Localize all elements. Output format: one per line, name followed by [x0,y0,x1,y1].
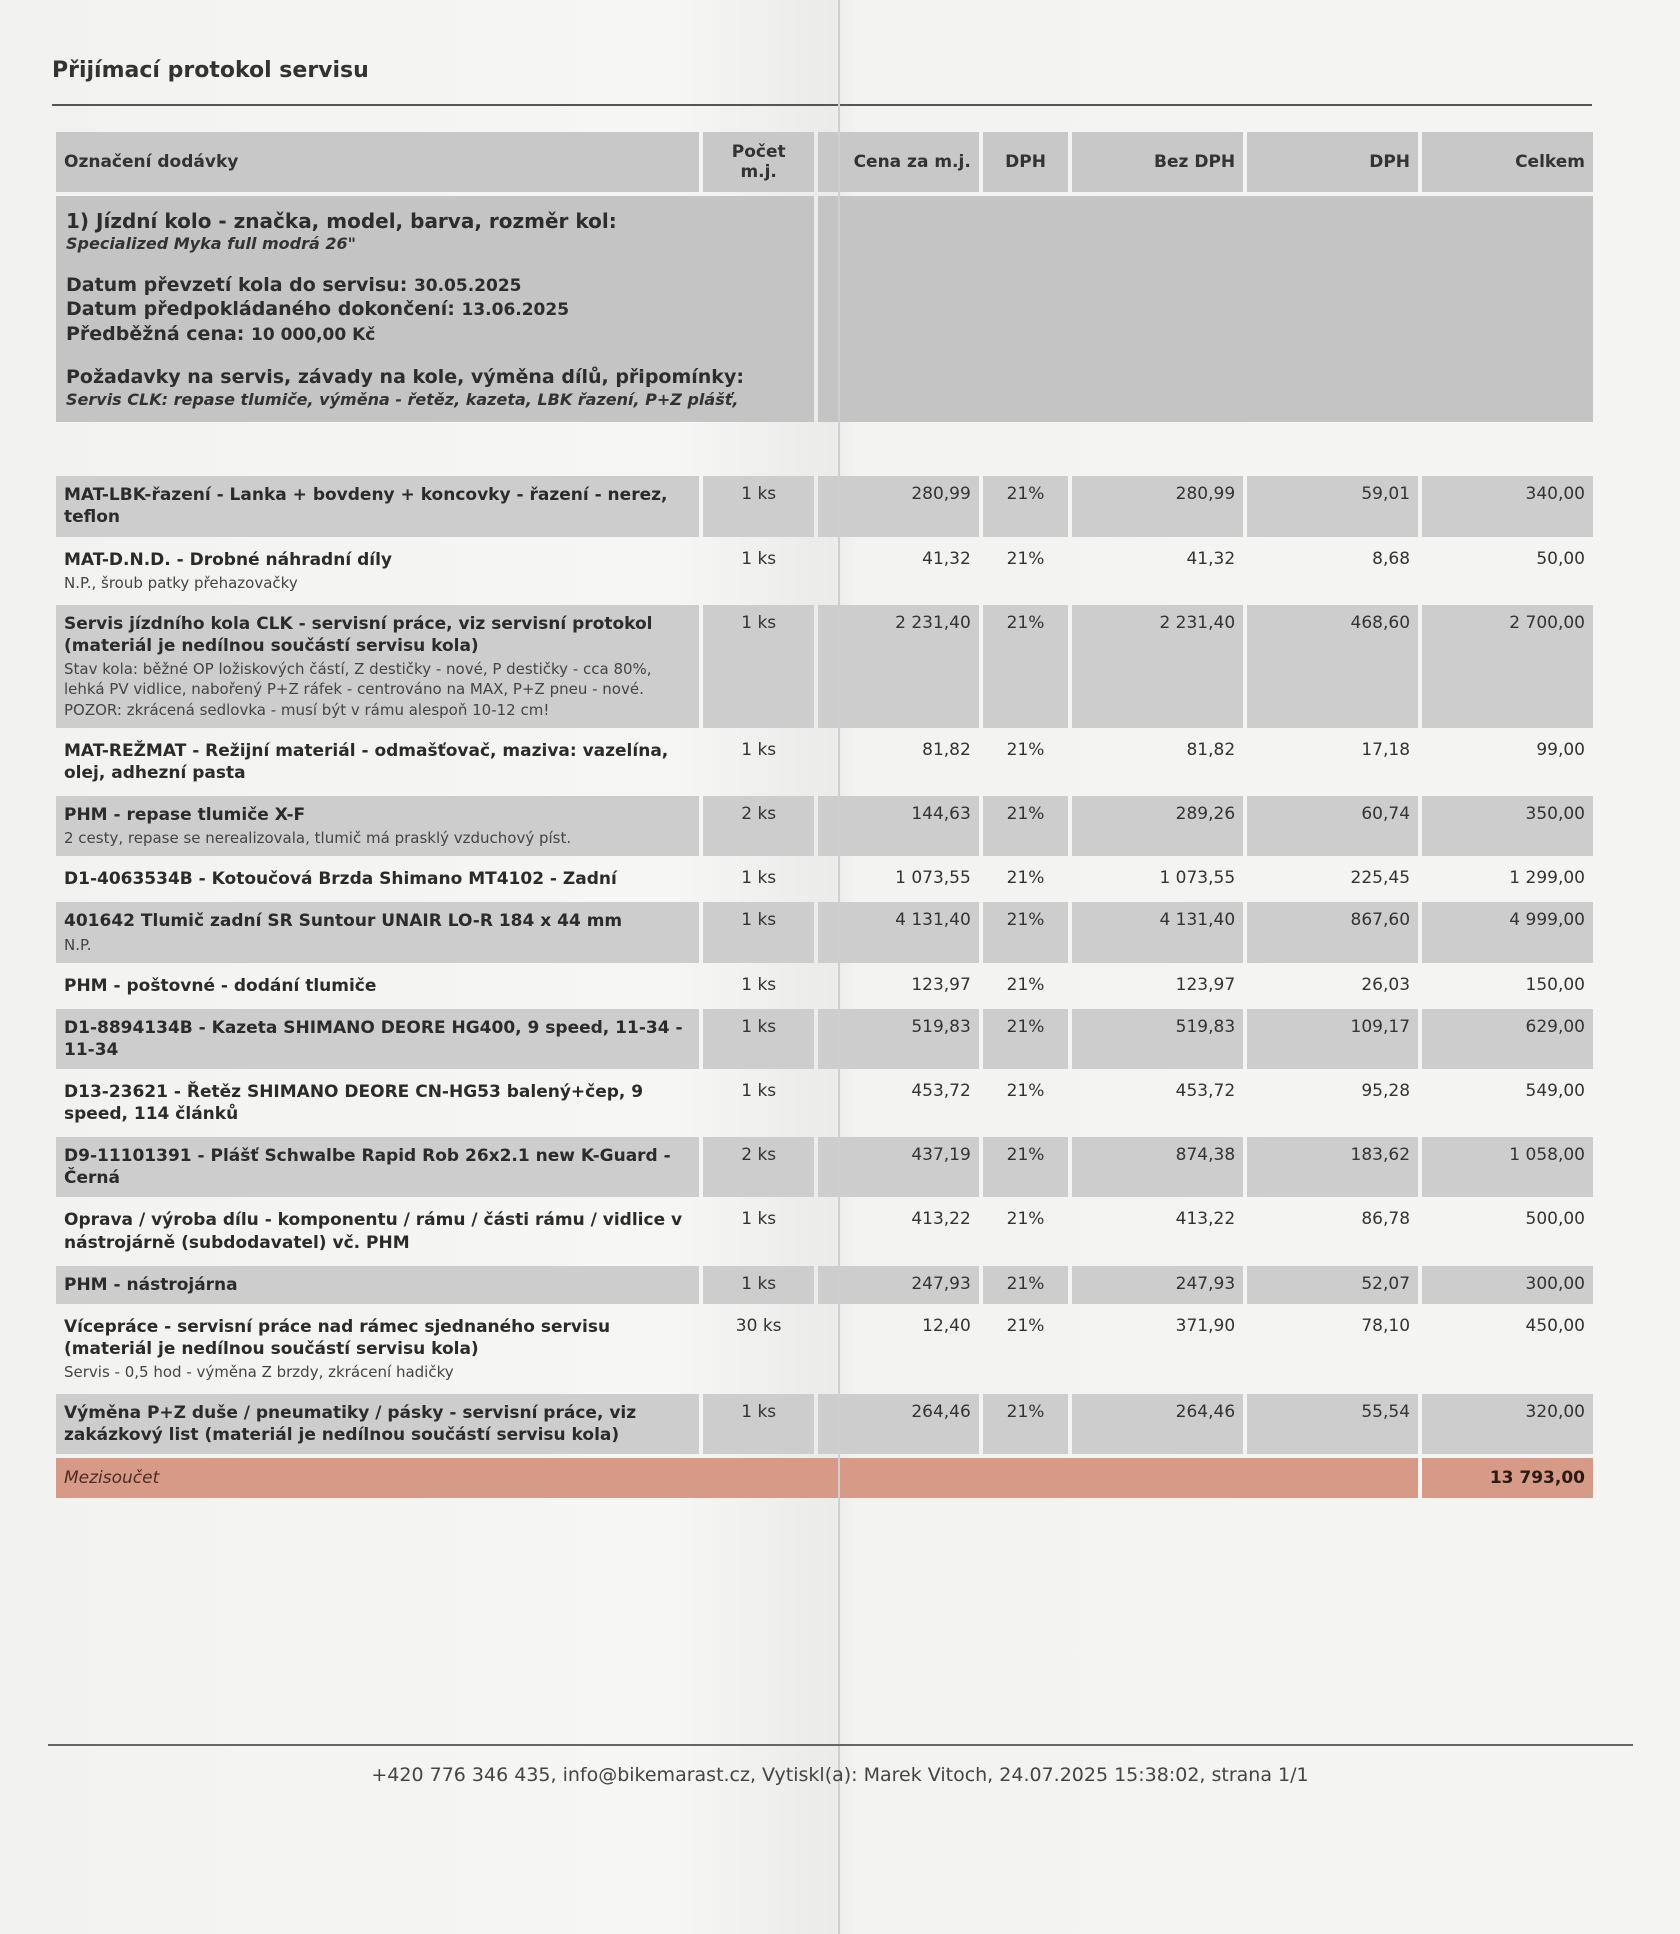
table-row [56,1073,1593,1133]
item-vat: 95,28 [1361,1081,1411,1102]
item-name: MAT-REŽMAT - Režijní materiál - odmašťovač, maziva: vazelína, olej, adhezní pasta [64,740,669,783]
item-net: 247,93 [1072,1266,1243,1304]
item-vat: 52,07 [1247,1266,1418,1304]
expected-value: 13.06.2025 [461,300,570,321]
bike-info-empty [818,196,1593,422]
item-vat-rate: 21% [983,1137,1068,1197]
price-label: Předběžná cena: [66,323,245,346]
item-unit-price: 519,83 [818,1009,979,1069]
item-qty: 1 ks [703,605,814,728]
item-net: 81,82 [1186,739,1236,760]
item-name: Výměna P+Z duše / pneumatiky / pásky - servisní práce, viz zakázkový list (materiál je nedílnou součástí servisu kola) [64,1403,637,1446]
item-note: Servis - 0,5 hod - výměna Z brzdy, zkrácení hadičky [64,1362,454,1381]
item-qty: 1 ks [703,1394,814,1454]
item-total: 300,00 [1422,1266,1593,1304]
item-name: MAT-D.N.D. - Drobné náhradní díly [64,549,392,570]
item-total: 4 999,00 [1422,902,1593,962]
item-qty: 30 ks [735,1315,782,1336]
item-description [56,1009,699,1069]
bike-info-cell [56,196,814,422]
item-unit-price: 12,40 [922,1315,971,1336]
item-vat: 78,10 [1361,1315,1411,1336]
item-vat-rate: 21% [1006,1209,1045,1230]
requests-label: Požadavky na servis, závady na kole, výměna dílů, připomínky: [66,365,744,388]
item-vat: 8,68 [1372,548,1411,569]
item-vat: 183,62 [1247,1137,1418,1197]
items-table [52,128,1597,1502]
subtotal-value: 13 793,00 [1422,1458,1593,1498]
item-net: 264,46 [1072,1394,1243,1454]
item-unit-price: 413,22 [911,1209,971,1230]
item-total: 2 700,00 [1422,605,1593,728]
bike-value: Specialized Myka full modrá 26" [66,234,356,253]
table-row [56,541,1593,601]
item-note: N.P. [64,935,92,954]
item-vat: 867,60 [1247,902,1418,962]
item-qty: 1 ks [703,902,814,962]
item-name: 401642 Tlumič zadní SR Suntour UNAIR LO-R 184 x 44 mm [64,911,623,932]
table-row [56,796,1593,856]
item-unit-price: 144,63 [818,796,979,856]
item-total: 150,00 [1525,974,1585,995]
subtotal-label: Mezisoučet [56,1458,1418,1498]
footer-divider [48,1744,1633,1746]
item-total: 320,00 [1422,1394,1593,1454]
item-net: 4 131,40 [1072,902,1243,962]
table-row [56,1137,1593,1197]
price-value: 10 000,00 Kč [251,325,376,346]
header-total: Celkem [1422,132,1593,192]
item-total: 1 299,00 [1509,868,1585,889]
item-net: 2 231,40 [1072,605,1243,728]
item-unit-price: 81,82 [922,739,971,760]
item-vat: 26,03 [1361,974,1411,995]
item-vat-rate: 21% [1006,974,1045,995]
received-value: 30.05.2025 [413,275,522,296]
item-vat-rate: 21% [983,796,1068,856]
header-vat: DPH [1247,132,1418,192]
table-row [56,967,1593,1005]
item-qty: 1 ks [703,1009,814,1069]
bike-info-row [56,196,1593,422]
item-vat-rate: 21% [983,1394,1068,1454]
header-net: Bez DPH [1072,132,1243,192]
item-description [56,1266,699,1304]
item-vat-rate: 21% [1006,1315,1045,1336]
item-vat: 225,45 [1350,868,1411,889]
item-total: 350,00 [1422,796,1593,856]
item-name: D1-8894134B - Kazeta SHIMANO DEORE HG400, 9 speed, 11-34 - 11-34 [64,1017,683,1060]
item-total: 500,00 [1525,1209,1585,1230]
item-vat: 59,01 [1247,476,1418,536]
item-name: PHM - repase tlumiče X-F [64,805,306,825]
subtotal-row [56,1458,1593,1498]
header-designation: Označení dodávky [56,132,699,192]
item-unit-price: 1 073,55 [895,868,971,889]
item-name: PHM - poštovné - dodání tlumiče [64,975,377,996]
item-qty: 1 ks [741,1081,777,1102]
table-row [56,476,1593,536]
requests-value: Servis CLK: repase tlumiče, výměna - řetěz, kazeta, LBK řazení, P+Z plášť, [66,389,739,409]
item-description [56,1137,699,1197]
item-vat-rate: 21% [1006,548,1045,569]
item-description [56,967,699,1005]
item-vat: 17,18 [1361,739,1411,760]
item-unit-price: 247,93 [818,1266,979,1304]
item-vat-rate: 21% [983,1009,1068,1069]
table-header-row [56,132,1593,192]
item-net: 453,72 [1175,1081,1236,1102]
item-total: 99,00 [1536,739,1585,760]
item-total: 629,00 [1422,1009,1593,1069]
item-net: 280,99 [1072,476,1243,536]
item-total: 549,00 [1525,1081,1585,1102]
item-name: Servis jízdního kola CLK - servisní práce, viz servisní protokol (materiál je nedílnou součástí servisu kola) [64,613,653,656]
item-qty: 1 ks [703,1266,814,1304]
item-qty: 1 ks [741,739,777,760]
item-total: 340,00 [1422,476,1593,536]
item-name: Vícepráce - servisní práce nad rámec sjednaného servisu (materiál je nedílnou součástí servisu kola) [64,1316,611,1359]
header-vat-rate: DPH [983,132,1068,192]
header-qty: Počet m.j. [703,132,814,192]
item-qty: 1 ks [741,548,777,569]
item-description [56,1073,699,1133]
item-description [56,796,699,856]
table-row [56,1201,1593,1261]
expected-date [66,297,804,322]
item-vat-rate: 21% [983,902,1068,962]
item-name: MAT-LBK-řazení - Lanka + bovdeny + koncovky - řazení - nerez, teflon [64,485,668,528]
item-net: 371,90 [1175,1315,1236,1336]
item-qty: 1 ks [741,1209,777,1230]
item-description [56,476,699,536]
table-row [56,1009,1593,1069]
item-net: 413,22 [1175,1209,1236,1230]
item-vat: 55,54 [1247,1394,1418,1454]
item-name: D9-11101391 - Plášť Schwalbe Rapid Rob 26x2.1 new K-Guard - Černá [64,1146,671,1189]
item-description [56,541,699,601]
item-unit-price: 2 231,40 [818,605,979,728]
estimated-price [66,322,804,347]
item-unit-price: 264,46 [818,1394,979,1454]
item-description [56,732,699,792]
table-row [56,1266,1593,1304]
footer-text: +420 776 346 435, info@bikemarast.cz, Vytiskl(a): Marek Vitoch, 24.07.2025 15:38:02, strana 1/1 [371,1764,1309,1786]
item-vat: 468,60 [1247,605,1418,728]
item-qty: 1 ks [741,868,777,889]
item-vat-rate: 21% [1006,739,1045,760]
item-net: 41,32 [1186,548,1236,569]
item-net: 874,38 [1072,1137,1243,1197]
table-row [56,732,1593,792]
item-unit-price: 41,32 [922,548,971,569]
item-vat: 60,74 [1247,796,1418,856]
table-row [56,1308,1593,1390]
item-qty: 2 ks [703,796,814,856]
item-name: Oprava / výroba dílu - komponentu / rámu / části rámu / vidlice v nástrojárně (subdodavatel) vč. PHM [64,1210,683,1253]
item-unit-price: 280,99 [818,476,979,536]
item-note: N.P., šroub patky přehazovačky [64,573,298,592]
item-net: 123,97 [1175,974,1236,995]
item-description [56,902,699,962]
table-row [56,1394,1593,1454]
item-vat: 109,17 [1247,1009,1418,1069]
item-unit-price: 4 131,40 [818,902,979,962]
item-note: Stav kola: běžné OP ložiskových částí, Z destičky - nové, P destičky - cca 80%, lehká PV vidlice, nabořený P+Z ráfek - centrováno na MAX, P+Z pneu - nové. POZOR: zkrácená sedlovka - musí být v rámu alespoň 10-12 cm! [64,660,652,719]
item-net: 1 073,55 [1159,868,1236,889]
item-description [56,1394,699,1454]
item-net: 289,26 [1072,796,1243,856]
item-vat: 86,78 [1361,1209,1411,1230]
received-label: Datum převzetí kola do servisu: [66,273,408,296]
item-qty: 1 ks [741,974,777,995]
item-unit-price: 123,97 [911,974,971,995]
item-name: D1-4063534B - Kotoučová Brzda Shimano MT4102 - Zadní [64,869,617,890]
item-description [56,860,699,898]
item-vat-rate: 21% [983,476,1068,536]
item-total: 450,00 [1525,1315,1585,1336]
item-description [56,1308,699,1390]
paper-fold [838,0,840,1934]
page-title: Přijímací protokol servisu [52,58,369,83]
item-unit-price: 453,72 [911,1081,971,1102]
bike-label: 1) Jízdní kolo - značka, model, barva, rozměr kol: [66,209,617,233]
item-net: 519,83 [1072,1009,1243,1069]
header-unit-price: Cena za m.j. [818,132,979,192]
item-name: PHM - nástrojárna [64,1274,238,1295]
expected-label: Datum předpokládaného dokončení: [66,298,455,321]
item-total: 1 058,00 [1422,1137,1593,1197]
item-note: 2 cesty, repase se nerealizovala, tlumič má prasklý vzduchový píst. [64,829,572,848]
item-qty: 2 ks [703,1137,814,1197]
spacer-row [56,426,1593,472]
item-vat-rate: 21% [1006,868,1045,889]
item-name: D13-23621 - Řetěz SHIMANO DEORE CN-HG53 balený+čep, 9 speed, 114 článků [64,1082,644,1125]
item-vat-rate: 21% [1006,1081,1045,1102]
title-divider [52,104,1592,106]
item-description [56,1201,699,1261]
item-total: 50,00 [1536,548,1585,569]
item-vat-rate: 21% [983,1266,1068,1304]
item-description [56,605,699,728]
item-vat-rate: 21% [983,605,1068,728]
item-unit-price: 437,19 [818,1137,979,1197]
table-row [56,605,1593,728]
table-row [56,860,1593,898]
received-date [66,273,804,298]
item-qty: 1 ks [703,476,814,536]
table-row [56,902,1593,962]
